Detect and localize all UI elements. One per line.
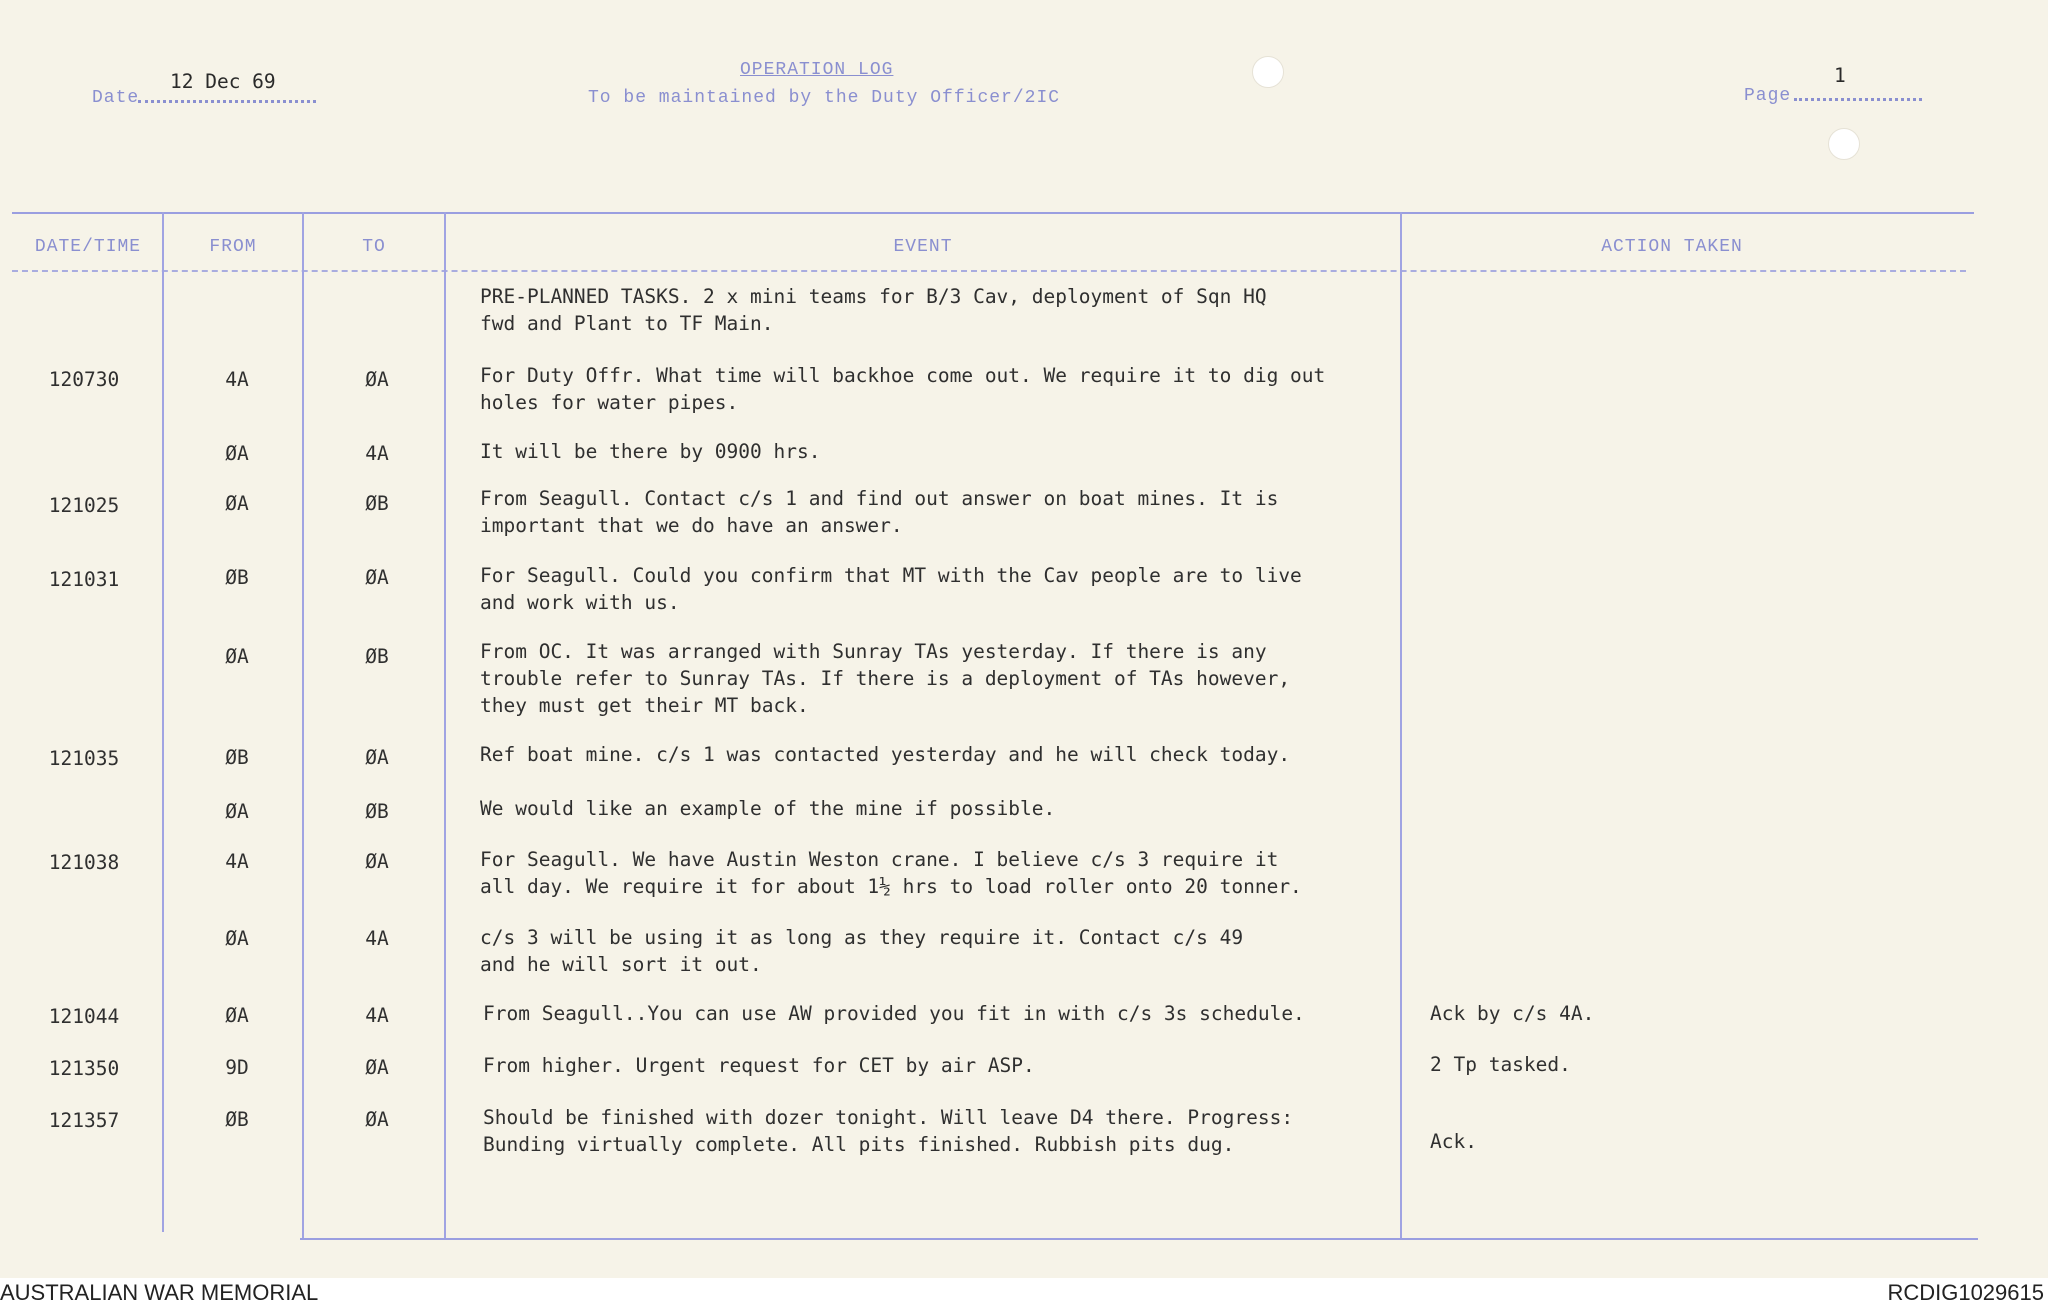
action-cell: Ack. <box>1430 1130 1477 1153</box>
column-divider <box>1400 212 1402 1238</box>
from-cell: ØB <box>225 1108 249 1131</box>
event-cell: PRE-PLANNED TASKS. 2 x mini teams for B/3 Cav, deployment of Sqn HQ fwd and Plant to TF Main. <box>480 285 1267 335</box>
event-cell: For Duty Offr. What time will backhoe come out. We require it to dig out holes for water pipes. <box>480 364 1326 414</box>
date-label: Date <box>92 88 140 108</box>
action-cell: Ack by c/s 4A. <box>1430 1002 1595 1025</box>
from-cell: ØB <box>225 566 249 589</box>
from-cell: ØA <box>225 800 249 823</box>
time-cell: 121035 <box>48 747 120 770</box>
from-cell: 4A <box>225 368 249 391</box>
column-header-to: TO <box>362 237 386 257</box>
table-bottom-rule <box>300 1238 1978 1240</box>
punch-hole <box>1828 128 1860 160</box>
to-cell: ØA <box>365 1056 389 1079</box>
to-cell: 4A <box>365 1004 389 1027</box>
from-cell: ØA <box>225 645 249 668</box>
page-label: Page <box>1744 86 1792 106</box>
from-cell: ØA <box>225 492 249 515</box>
to-cell: ØA <box>365 1108 389 1131</box>
action-cell: 2 Tp tasked. <box>1430 1053 1571 1076</box>
to-cell: ØA <box>365 368 389 391</box>
date-value: 12 Dec 69 <box>170 70 276 93</box>
from-cell: ØA <box>225 1004 249 1027</box>
time-cell: 121031 <box>48 568 120 591</box>
event-cell: From higher. Urgent request for CET by air ASP. <box>483 1054 1035 1077</box>
event-cell: From Seagull. Contact c/s 1 and find out answer on boat mines. It is important that we do have an answer. <box>480 487 1279 537</box>
table-header-rule <box>12 270 1966 272</box>
event-cell: For Seagull. We have Austin Weston crane. I believe c/s 3 require it all day. We require it for about 1½ hrs to load roller onto 20 tonner. <box>480 848 1302 898</box>
to-cell: 4A <box>365 442 389 465</box>
event-cell: We would like an example of the mine if possible. <box>480 797 1056 820</box>
time-cell: 121044 <box>48 1005 120 1028</box>
time-cell: 121357 <box>48 1109 120 1132</box>
page-dotted-line <box>1794 98 1922 101</box>
from-cell: ØB <box>225 746 249 769</box>
to-cell: ØB <box>365 645 389 668</box>
footer-credit: AUSTRALIAN WAR MEMORIAL <box>0 1280 319 1305</box>
to-cell: ØA <box>365 746 389 769</box>
to-cell: ØB <box>365 492 389 515</box>
event-cell: From OC. It was arranged with Sunray TAs yesterday. If there is any trouble refer to Sunray TAs. If there is a deployment of TAs however, they must get their MT back. <box>480 640 1291 717</box>
to-cell: 4A <box>365 927 389 950</box>
from-cell: ØA <box>225 927 249 950</box>
from-cell: ØA <box>225 442 249 465</box>
log-subtitle: To be maintained by the Duty Officer/2IC <box>588 88 1061 108</box>
from-cell: 4A <box>225 850 249 873</box>
column-header-from: FROM <box>209 237 257 257</box>
footer-id: RCDIG1029615 <box>1887 1280 2044 1305</box>
column-header-action: ACTION TAKEN <box>1601 237 1743 257</box>
time-cell: 121025 <box>48 494 120 517</box>
column-header-datetime: DATE/TIME <box>34 237 142 257</box>
table-top-rule <box>12 212 1974 214</box>
event-cell: For Seagull. Could you confirm that MT with the Cav people are to live and work with us. <box>480 564 1302 614</box>
page-value: 1 <box>1834 64 1846 87</box>
event-cell: Ref boat mine. c/s 1 was contacted yesterday and he will check today. <box>480 743 1291 766</box>
time-cell: 121038 <box>48 851 120 874</box>
event-cell: Should be finished with dozer tonight. Will leave D4 there. Progress: Bunding virtually complete. All pits finished. Rubbish pits dug. <box>483 1106 1294 1156</box>
to-cell: ØA <box>365 850 389 873</box>
event-cell: From Seagull..You can use AW provided you fit in with c/s 3s schedule. <box>483 1002 1305 1025</box>
punch-hole <box>1252 56 1284 88</box>
column-header-event: EVENT <box>893 237 953 257</box>
from-cell: 9D <box>225 1056 249 1079</box>
date-dotted-line <box>138 100 316 103</box>
event-cell: It will be there by 0900 hrs. <box>480 440 821 463</box>
log-title: OPERATION LOG <box>740 60 894 80</box>
time-cell: 120730 <box>48 368 120 391</box>
event-cell: c/s 3 will be using it as long as they require it. Contact c/s 49 and he will sort it out. <box>480 926 1244 976</box>
to-cell: ØB <box>365 800 389 823</box>
to-cell: ØA <box>365 566 389 589</box>
time-cell: 121350 <box>48 1057 120 1080</box>
